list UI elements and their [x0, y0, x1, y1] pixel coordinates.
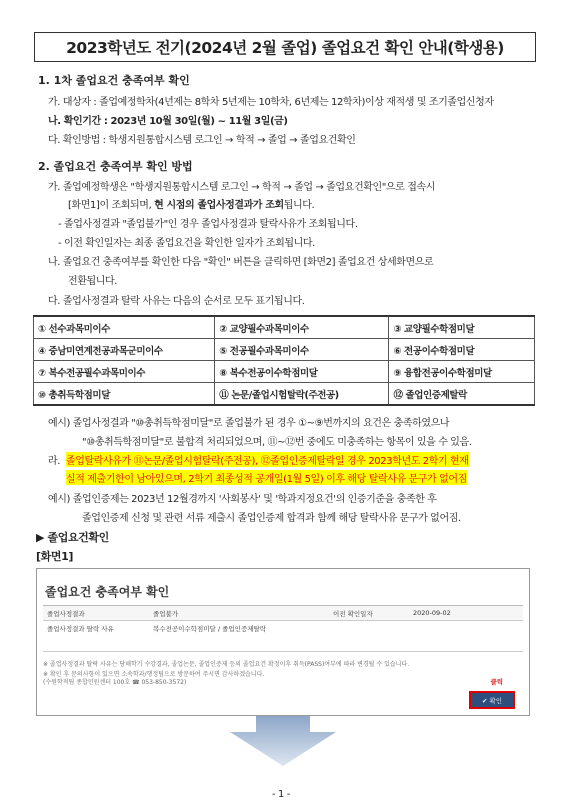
section1-item-method: 다. 확인방법 : 학생지원통합시스템 로그인 → 학적 → 졸업 → 졸업요건확인	[48, 135, 356, 146]
ra-highlight-line2: 실적 제출기한이 남아있으며, 2학기 최종성적 공개일(1월 5일) 이후 해당 탈락사유 문구가 없어짐	[66, 470, 467, 485]
requirement-cell: ⑫ 졸업인증제탈락	[389, 383, 535, 406]
screen-row-result	[43, 606, 523, 621]
page-number: - 1 -	[272, 789, 290, 800]
requirements-table	[33, 315, 535, 406]
screen-note1: ※ 졸업사정결과 탈락 사유는 당해학기 수강결과, 졸업논문, 졸업인증제 등의 졸업요건 확정이후 취득(PASS)여부에 따라 변경될 수 있습니다.	[43, 661, 410, 668]
requirement-cell: ② 교양필수과목미이수	[215, 316, 389, 339]
section1-item-period: 나. 확인기간 : 2023년 10월 30일(월) ~ 11월 3일(금)	[48, 116, 288, 127]
section2-ga-line2	[68, 196, 314, 211]
result-label: 졸업사정결과	[47, 610, 85, 618]
section2-da-line: 다. 졸업사정결과 탈락 사유는 다음의 순서로 모두 표기됩니다.	[48, 296, 305, 307]
result-value: 졸업불가	[153, 610, 179, 618]
requirement-cell: ⑥ 전공이수학점미달	[389, 339, 535, 361]
document-title	[34, 32, 536, 62]
ga-line2-emphasis: 현 시점의 졸업사정결과가 조회	[154, 200, 284, 211]
requirement-cell: ③ 교양필수학점미달	[389, 316, 535, 339]
reason-label: 졸업사정결과 탈락 사유	[47, 625, 114, 633]
section1-item-target: 가. 대상자 : 졸업예정학차(4년제는 8학차 5년제는 10학차, 6년제는 12학차)이상 재적생 및 조기졸업신청자	[48, 97, 494, 108]
requirement-cell: ⑪ 논문/졸업시험탈락(주전공)	[215, 383, 389, 406]
screen1-image	[36, 568, 530, 716]
reason-value: 복수전공이수학점미달 / 졸업인증제탈락	[153, 625, 267, 633]
example2-line1: 예시) 졸업인증제는 2023년 12월경까지 '사회봉사' 및 '학과지정요건'의 인증기준을 충족한 후	[48, 494, 437, 505]
right-triangle-icon: ▶	[36, 531, 45, 544]
requirement-cell: ⑨ 융합전공이수학점미달	[389, 361, 535, 383]
example1-line1: 예시) 졸업사정결과 "⑩총취득학점미달"로 졸업불가 된 경우 ①~⑨번까지의 요건은 충족하였으나	[48, 418, 450, 429]
sub-heading	[36, 529, 109, 545]
requirements-row	[34, 339, 535, 361]
requirement-cell: ⑤ 전공필수과목미이수	[215, 339, 389, 361]
requirements-row	[34, 383, 535, 406]
requirements-row	[34, 361, 535, 383]
title-text: 2023학년도 전기(2024년 2월 졸업) 졸업요건 확인 안내(학생용)	[66, 39, 504, 57]
screen-note2: ※ 확인 후 문의사항이 있으면 소속학과/행정팀으로 방문하여 주시면 감사하겠습니다.	[43, 671, 265, 678]
requirement-cell: ① 선수과목미이수	[34, 316, 215, 339]
screen-row-reason	[43, 621, 523, 652]
sub-heading-text: 졸업요건확인	[47, 531, 109, 544]
example1-line2: "⑩총취득학점미달"로 불합격 처리되었으며, ⑪~⑫번 중에도 미충족하는 항목이 있을 수 있음.	[82, 437, 472, 448]
section2-na-line2: 전환됩니다.	[68, 276, 118, 287]
section2-na-line1: 나. 졸업요건 충족여부를 확인한 다음 "확인" 버튼을 클릭하면 [화면2] 졸업요건 상세화면으로	[48, 257, 434, 268]
section2-dash1: - 졸업사정결과 "졸업불가"인 경우 졸업사정결과 탈락사유가 조회됩니다.	[58, 219, 358, 230]
confirm-button[interactable]: ✔ 확인	[469, 691, 515, 709]
example2-line2: 졸업인증제 신청 및 관련 서류 제출시 졸업인증제 합격과 함께 해당 탈락사유 문구가 없어짐.	[82, 513, 461, 524]
prev-date-label: 이전 확인일자	[333, 610, 373, 618]
screen-note3: (수원학적팀 종합민원센터 100호 ☎ 053-850-3572)	[43, 679, 187, 686]
section2-heading: 2. 졸업요건 충족여부 확인 방법	[38, 160, 193, 173]
requirement-cell: ⑩ 총취득학점미달	[34, 383, 215, 406]
down-arrow-icon	[228, 716, 338, 766]
click-label: 클릭	[490, 678, 503, 686]
ra-highlight-line1: 졸업탈락사유가 ⑪논문/졸업시험탈락(주전공), ⑫졸업인증제탈락일 경우 2023학년도 2학기 현재	[66, 452, 469, 467]
ga-line2-part1: [화면1]이 조회되며,	[68, 200, 155, 211]
screen-header: 졸업요건 충족여부 확인	[45, 585, 170, 599]
ra-label: 라.	[48, 456, 61, 467]
section2-ga-line1: 가. 졸업예정학생은 "학생지원통합시스템 로그인 → 학적 → 졸업 → 졸업요건확인"으로 접속시	[48, 182, 436, 193]
requirement-cell: ⑧ 복수전공이수학점미달	[215, 361, 389, 383]
section2-dash2: - 이전 확인일자는 최종 졸업요건을 확인한 일자가 조회됩니다.	[58, 238, 315, 249]
ga-line2-part3: 됩니다.	[283, 200, 315, 211]
requirement-cell: ⑦ 복수전공필수과목미이수	[34, 361, 215, 383]
requirement-cell: ④ 중남미연계전공과목군미이수	[34, 339, 215, 361]
section1-heading: 1. 1차 졸업요건 충족여부 확인	[38, 74, 190, 87]
prev-date-value: 2020-09-02	[413, 609, 451, 617]
requirements-row	[34, 316, 535, 339]
screen-label: [화면1]	[36, 550, 73, 563]
